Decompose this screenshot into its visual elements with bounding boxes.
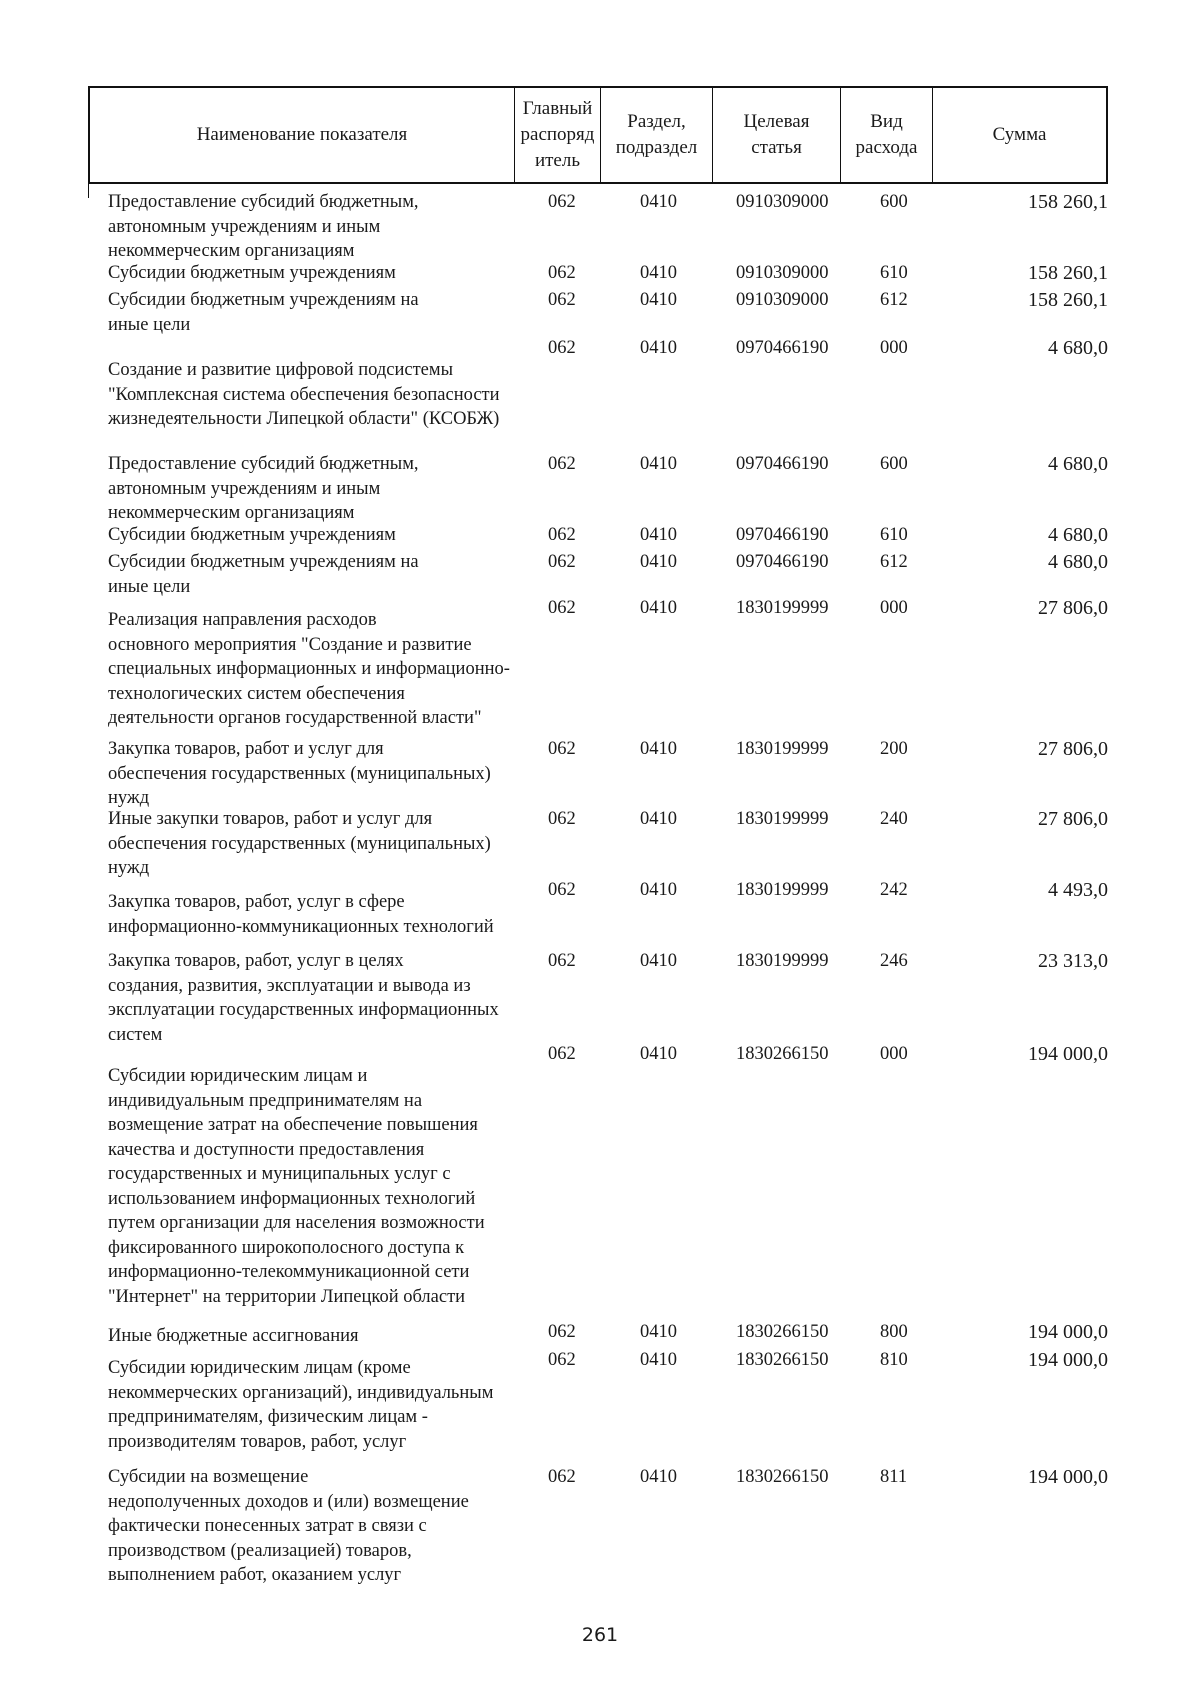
header-admin-label: Главный распоряд итель [520,98,595,171]
row-sum: 27 806,0 [1038,597,1108,619]
row-admin: 062 [548,880,576,900]
row-name: Иные закупки товаров, работ и услуг для обеспечения государственных (муниципальных) нужд [108,809,491,878]
row-kind: 000 [880,338,908,358]
row-sum: 158 260,1 [1028,262,1108,284]
header-kind-label: Вид расхода [855,111,918,158]
table-header [88,86,1108,184]
row-target: 1830266150 [736,1467,829,1487]
row-name: Субсидии юридическим лицам (кроме некоммерческих организаций), индивидуальным предпринимателям, физическим лицам - производителям товаров, работ, услуг [108,1358,494,1452]
row-section: 0410 [640,525,677,545]
row-name: Субсидии бюджетным учреждениям на иные цели [108,290,419,335]
row-kind: 800 [880,1322,908,1342]
row-target: 0970466190 [736,525,829,545]
row-target: 0910309000 [736,290,829,310]
row-target: 0970466190 [736,454,829,474]
row-section: 0410 [640,1044,677,1064]
row-sum: 27 806,0 [1038,808,1108,830]
row-sum: 194 000,0 [1028,1321,1108,1343]
row-target: 1830266150 [736,1322,829,1342]
row-target: 1830199999 [736,951,829,971]
row-name: Субсидии бюджетным учреждениям [108,263,396,283]
row-admin: 062 [548,192,576,212]
row-section: 0410 [640,739,677,759]
row-kind: 612 [880,290,908,310]
row-admin: 062 [548,1467,576,1487]
row-name: Предоставление субсидий бюджетным, автономным учреждениям и иным некоммерческим организациям [108,192,419,261]
row-name: Закупка товаров, работ и услуг для обеспечения государственных (муниципальных) нужд [108,739,491,808]
row-kind: 200 [880,739,908,759]
row-admin: 062 [548,1322,576,1342]
row-section: 0410 [640,290,677,310]
row-admin: 062 [548,1044,576,1064]
row-admin: 062 [548,290,576,310]
row-section: 0410 [640,951,677,971]
row-kind: 000 [880,598,908,618]
row-kind: 810 [880,1350,908,1370]
row-name: Субсидии юридическим лицам и индивидуальным предпринимателям на возмещение затрат на обеспечение повышения качества и доступности предоставления государственных и муниципальных услуг с использованием информационных технологий путем организации для населения возможности фиксированного широкополосного доступа к информационно-телекоммуникационной сети "Интернет" на территории Липецкой области [108,1066,485,1307]
row-kind: 000 [880,1044,908,1064]
row-name: Субсидии бюджетным учреждениям на иные цели [108,552,419,597]
row-sum: 4 680,0 [1048,524,1108,546]
header-sum-column [932,88,1106,182]
row-sum: 4 493,0 [1048,879,1108,901]
row-kind: 242 [880,880,908,900]
row-kind: 811 [880,1467,908,1487]
header-sum-label: Сумма [992,124,1047,145]
row-sum: 194 000,0 [1028,1043,1108,1065]
row-kind: 600 [880,454,908,474]
row-name: Создание и развитие цифровой подсистемы "Комплексная система обеспечения безопасности жизнедеятельности Липецкой области" (КСОБЖ) [108,360,500,429]
row-sum: 158 260,1 [1028,191,1108,213]
header-name-column [90,88,514,182]
row-sum: 4 680,0 [1048,551,1108,573]
row-section: 0410 [640,454,677,474]
row-sum: 27 806,0 [1038,738,1108,760]
row-target: 0910309000 [736,263,829,283]
row-kind: 610 [880,525,908,545]
row-target: 0910309000 [736,192,829,212]
header-admin-column [514,88,600,182]
row-target: 1830266150 [736,1044,829,1064]
row-section: 0410 [640,598,677,618]
header-section-label: Раздел, подраздел [615,111,698,158]
row-section: 0410 [640,809,677,829]
row-kind: 246 [880,951,908,971]
row-target: 1830199999 [736,809,829,829]
row-target: 1830266150 [736,1350,829,1370]
row-name: Закупка товаров, работ, услуг в сфере информационно-коммуникационных технологий [108,892,494,937]
row-name: Субсидии бюджетным учреждениям [108,525,396,545]
row-name: Закупка товаров, работ, услуг в целях создания, развития, эксплуатации и вывода из эксплуатации государственных информационных систем [108,951,499,1045]
row-admin: 062 [548,552,576,572]
header-target-label: Целевая статья [743,111,810,158]
row-admin: 062 [548,454,576,474]
row-section: 0410 [640,1322,677,1342]
row-admin: 062 [548,951,576,971]
row-sum: 4 680,0 [1048,337,1108,359]
row-target: 0970466190 [736,552,829,572]
row-target: 1830199999 [736,739,829,759]
header-target-column [712,88,840,182]
row-section: 0410 [640,1467,677,1487]
row-admin: 062 [548,739,576,759]
row-name: Реализация направления расходов основного мероприятия "Создание и развитие специальных информационных и информационно- технологических систем обеспечения деятельности органов государственной власти" [108,610,510,728]
row-target: 0970466190 [736,338,829,358]
row-kind: 612 [880,552,908,572]
row-admin: 062 [548,263,576,283]
page-number: 261 [581,1624,619,1646]
row-section: 0410 [640,1350,677,1370]
row-section: 0410 [640,880,677,900]
row-section: 0410 [640,338,677,358]
header-name-label: Наименование показателя [196,124,408,145]
row-name: Иные бюджетные ассигнования [108,1326,359,1346]
row-section: 0410 [640,552,677,572]
row-sum: 158 260,1 [1028,289,1108,311]
row-sum: 194 000,0 [1028,1466,1108,1488]
row-admin: 062 [548,338,576,358]
row-sum: 194 000,0 [1028,1349,1108,1371]
table-left-border [88,184,89,198]
row-target: 1830199999 [736,598,829,618]
row-name: Предоставление субсидий бюджетным, автономным учреждениям и иным некоммерческим организациям [108,454,419,523]
row-target: 1830199999 [736,880,829,900]
row-admin: 062 [548,1350,576,1370]
row-admin: 062 [548,598,576,618]
header-section-column [600,88,712,182]
row-section: 0410 [640,263,677,283]
row-section: 0410 [640,192,677,212]
row-sum: 23 313,0 [1038,950,1108,972]
row-admin: 062 [548,809,576,829]
row-kind: 600 [880,192,908,212]
header-kind-column [840,88,932,182]
row-admin: 062 [548,525,576,545]
row-kind: 610 [880,263,908,283]
row-name: Субсидии на возмещение недополученных доходов и (или) возмещение фактически понесенных затрат в связи с производством (реализацией) товаров, выполнением работ, оказанием услуг [108,1467,469,1585]
row-sum: 4 680,0 [1048,453,1108,475]
row-kind: 240 [880,809,908,829]
